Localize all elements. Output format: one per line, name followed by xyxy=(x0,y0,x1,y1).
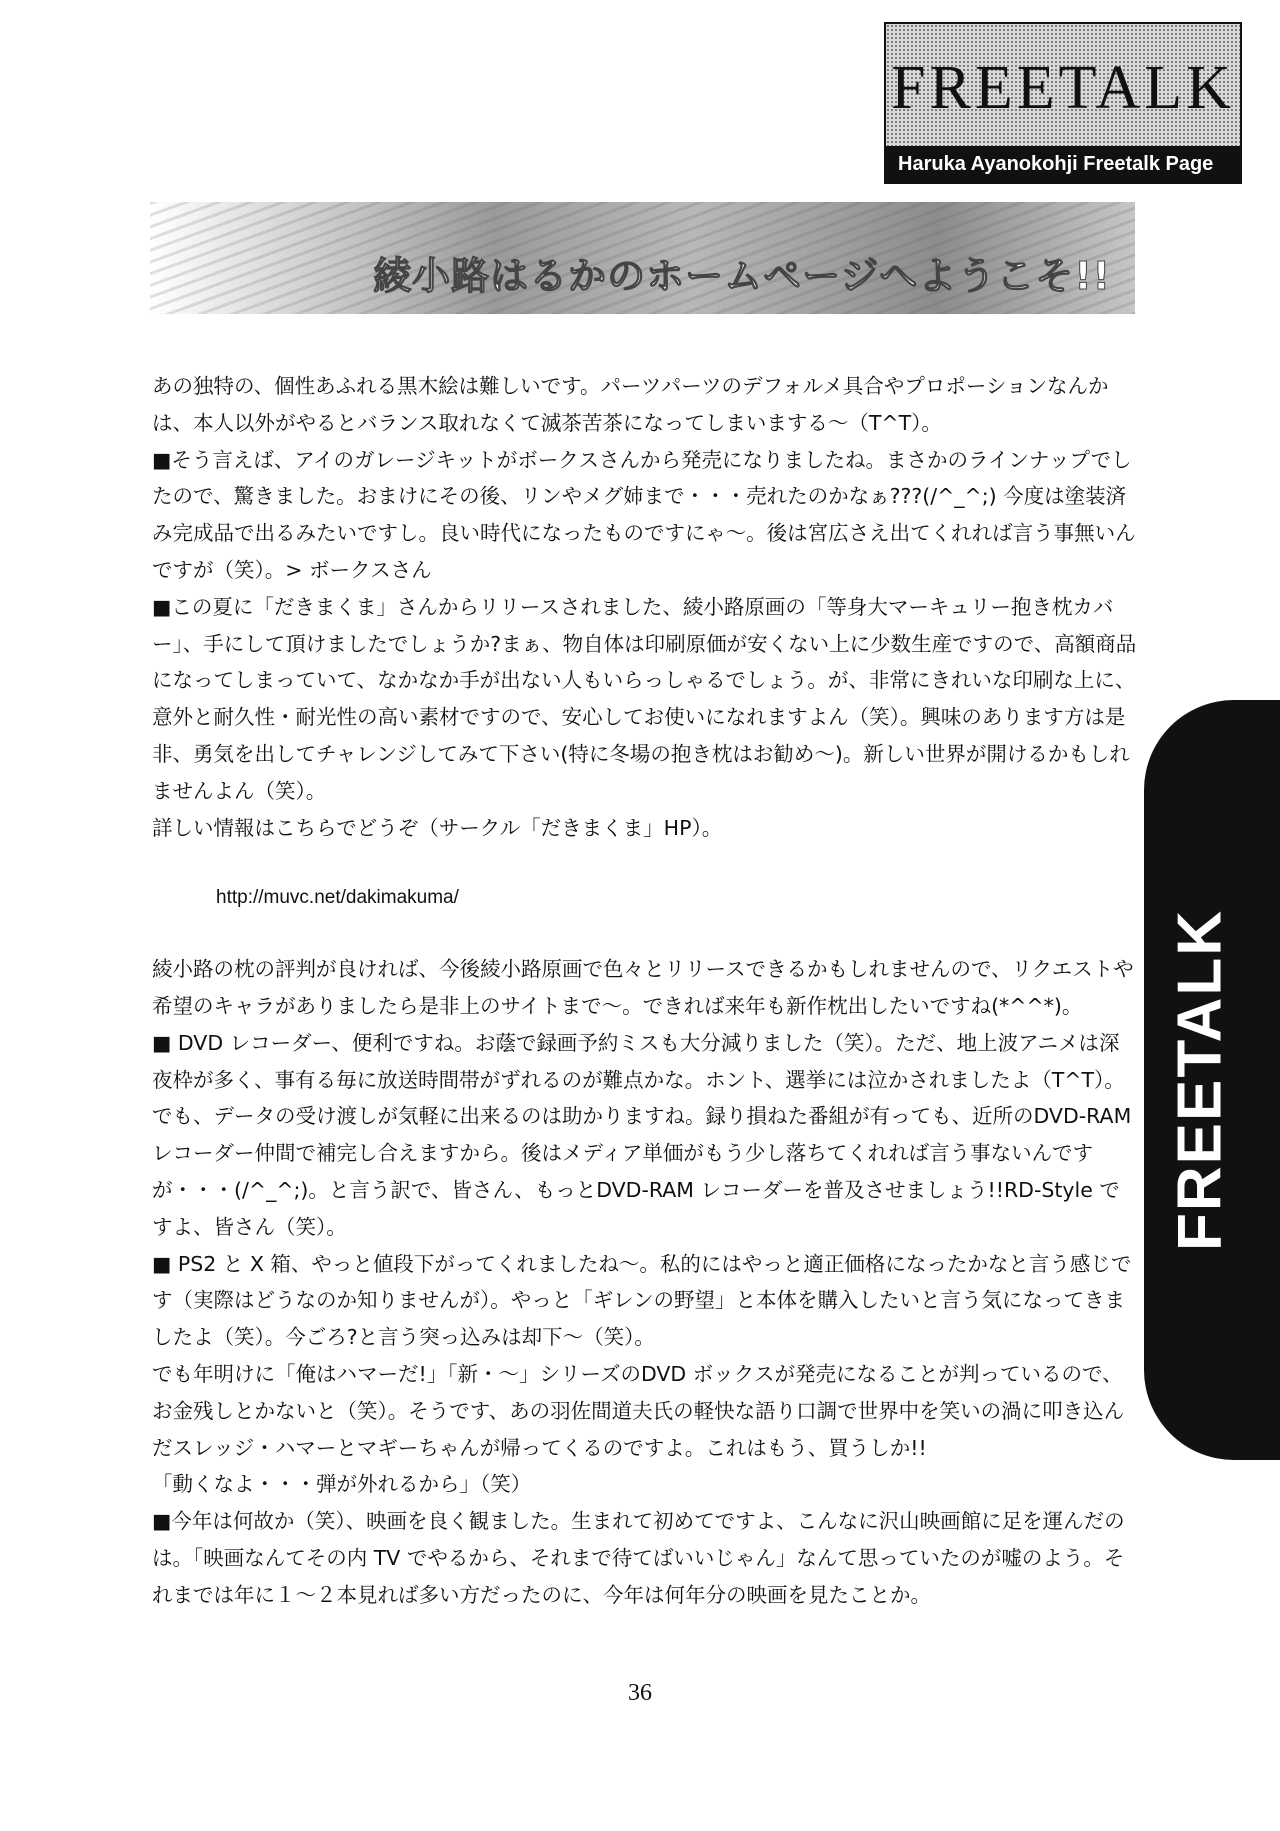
paragraph: ■今年は何故か（笑）、映画を良く観ました。生まれて初めてですよ、こんなに沢山映画館に足を運んだのは。「映画なんてその内 TV でやるから、それまで待てばいいじゃん」なんて思っていたのが嘘のよう。それまでは年に１〜２本見れば多い方だったのに、今年は何年分の映画を見たことか。 xyxy=(152,1509,1125,1607)
welcome-banner xyxy=(150,202,1135,314)
paragraph: ■ PS2 と X 箱、やっと値段下がってくれましたね〜。私的にはやっと適正価格になったかなと言う感じです（実際はどうなのか知りませんが）。やっと「ギレンの野望」と本体を購入したいと言う気になってきましたよ（笑）。今ごろ?と言う突っ込みは却下〜（笑）。 xyxy=(152,1251,1132,1350)
paragraph: ■そう言えば、アイのガレージキットがボークスさんから発売になりましたね。まさかのラインナップでしたので、驚きました。おまけにその後、リンやメグ姉まで・・・売れたのかなぁ???(/^_^;) 今度は塗装済み完成品で出るみたいですし。良い時代になったものですにゃ〜。後は宮広さえ出てくれれば言う事無いんですが（笑）。> ボークスさん xyxy=(152,447,1136,582)
header-title: FREETALK xyxy=(891,53,1235,122)
paragraph: 詳しい情報はこちらでどうぞ（サークル「だきまくま」HP）。 xyxy=(152,815,723,840)
paragraph: でも年明けに「俺はハマーだ!」「新・〜」シリーズのDVD ボックスが発売になることが判っているので、お金残しとかないと（笑）。そうです、あの羽佐間道夫氏の軽快な語り口調で世界中を笑いの渦に叩き込んだスレッジ・ハマーとマギーちゃんが帰ってくるのですよ。これはもう、買うしか!! xyxy=(152,1361,1125,1460)
side-tab-label: FREETALK xyxy=(1165,908,1235,1252)
paragraph: 「動くなよ・・・弾が外れるから」（笑） xyxy=(152,1472,532,1497)
paragraph: ■この夏に「だきまくま」さんからリリースされました、綾小路原画の「等身大マーキュリー抱き枕カバー」、手にして頂けましたでしょうか?まぁ、物自体は印刷原価が安くない上に少数生産ですので、高額商品になってしまっていて、なかなか手が出ない人もいらっしゃるでしょう。が、非常にきれいな印刷な上に、意外と耐久性・耐光性の高い素材ですので、安心してお使いになれますよん（笑）。興味のあります方は是非、勇気を出してチャレンジしてみて下さい(特に冬場の抱き枕はお勧め〜)。新しい世界が開けるかもしれませんよん（笑）。 xyxy=(152,594,1137,803)
paragraph: 綾小路の枕の評判が良ければ、今後綾小路原画で色々とリリースできるかもしれませんので、リクエストや希望のキャラがありましたら是非上のサイトまで〜。できれば来年も新作枕出したいですね(*^^*)。 xyxy=(152,957,1134,1018)
banner-text: 綾小路はるかのホームページへようこそ!! xyxy=(373,254,1111,298)
paragraph: ■ DVD レコーダー、便利ですね。お蔭で録画予約ミスも大分減りました（笑）。ただ、地上波アニメは深夜枠が多く、事有る毎に放送時間帯がずれるのが難点かな。ホント、選挙には泣かされましたよ（T^T）。でも、データの受け渡しが気軽に出来るのは助かりますね。録り損ねた番組が有っても、近所のDVD-RAMレコーダー仲間で補完し合えますから。後はメディア単価がもう少し落ちてくれれば言う事ないんですが・・・(/^_^;)。と言う訳で、皆さん、もっとDVD-RAM レコーダーを普及させましょう!!RD-Style ですよ、皆さん（笑）。 xyxy=(152,1030,1132,1239)
header-title-panel xyxy=(886,24,1240,152)
circle-url-link[interactable]: http://muvc.net/dakimakuma/ xyxy=(216,887,459,909)
header-subtitle: Haruka Ayanokohji Freetalk Page xyxy=(886,146,1240,182)
freetalk-header xyxy=(884,22,1242,184)
page-number: 36 xyxy=(628,1680,652,1706)
article-body xyxy=(152,368,1137,1614)
paragraph: あの独特の、個性あふれる黒木絵は難しいです。パーツパーツのデフォルメ具合やプロポーションなんかは、本人以外がやるとバランス取れなくて滅茶苦茶になってしまいまする〜（T^T）。 xyxy=(152,374,1109,435)
